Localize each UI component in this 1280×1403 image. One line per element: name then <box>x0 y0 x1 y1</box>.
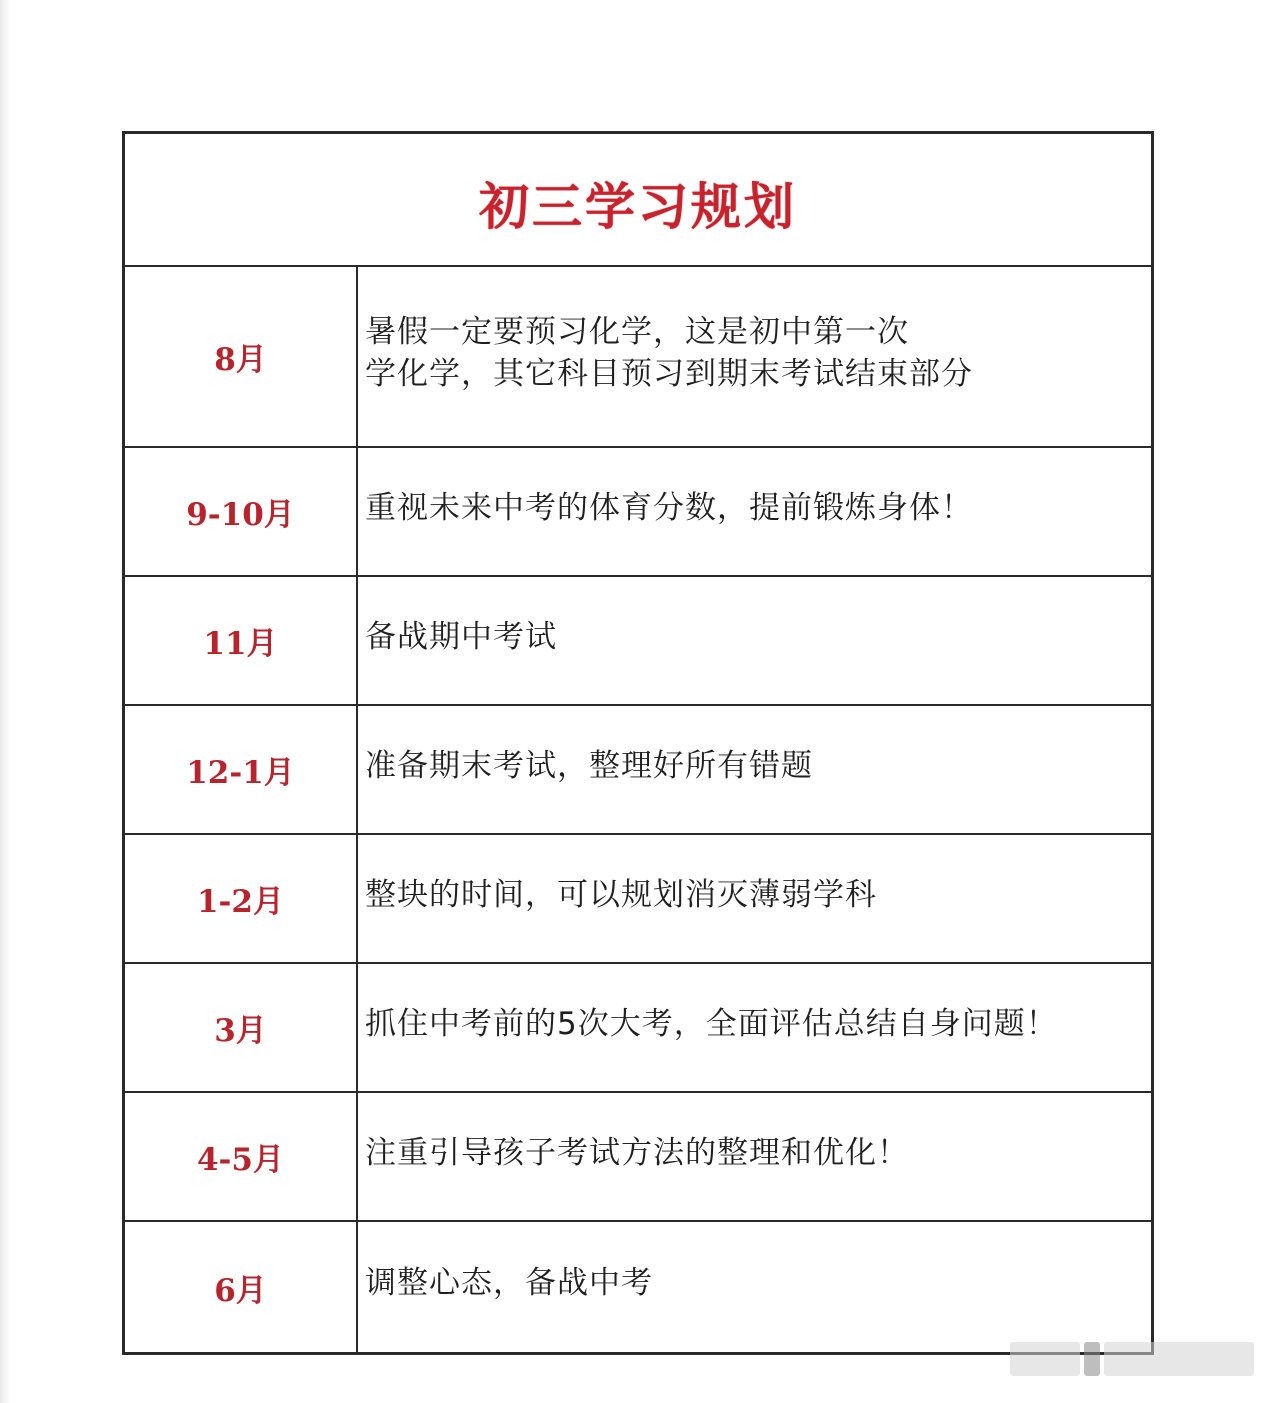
plan-cell <box>358 577 1151 704</box>
table-row <box>125 706 1151 835</box>
plan-text: 暑假一定要预习化学，这是初中第一次 学化学，其它科目预习到期末考试结束部分 <box>365 313 973 392</box>
plan-cell <box>358 964 1151 1091</box>
plan-text: 注重引导孩子考试方法的整理和优化！ <box>365 1134 909 1171</box>
plan-text: 整块的时间，可以规划消灭薄弱学科 <box>365 876 877 913</box>
table-row <box>125 1222 1151 1352</box>
month-cell: 6月 <box>125 1222 358 1352</box>
plan-cell <box>358 1093 1151 1220</box>
table-title: 初三学习规划 <box>479 176 797 236</box>
table-row <box>125 1093 1151 1222</box>
plan-text: 抓住中考前的5次大考，全面评估总结自身问题！ <box>365 1005 1058 1042</box>
plan-cell <box>358 1222 1151 1352</box>
month-cell: 11月 <box>125 577 358 704</box>
table-title-row <box>125 134 1151 267</box>
table-row <box>125 448 1151 577</box>
table-row <box>125 577 1151 706</box>
plan-text: 备战期中考试 <box>365 618 557 655</box>
plan-text: 重视未来中考的体育分数，提前锻炼身体！ <box>365 489 973 526</box>
month-cell: 9-10月 <box>125 448 358 575</box>
month-cell: 1-2月 <box>125 835 358 962</box>
plan-cell <box>358 835 1151 962</box>
table-row <box>125 267 1151 448</box>
plan-cell <box>358 706 1151 833</box>
table-row <box>125 964 1151 1093</box>
watermark-logo <box>1010 1336 1260 1382</box>
watermark-block <box>1084 1342 1100 1376</box>
month-cell: 8月 <box>125 267 358 446</box>
plan-cell <box>358 448 1151 575</box>
plan-text: 调整心态，备战中考 <box>365 1265 653 1301</box>
table-row <box>125 835 1151 964</box>
plan-cell <box>358 267 1151 446</box>
month-cell: 4-5月 <box>125 1093 358 1220</box>
month-cell: 12-1月 <box>125 706 358 833</box>
study-plan-table <box>122 131 1154 1355</box>
watermark-block <box>1010 1342 1080 1376</box>
watermark-block <box>1104 1342 1254 1376</box>
month-cell: 3月 <box>125 964 358 1091</box>
page-edge-shadow <box>0 0 10 1403</box>
plan-text: 准备期末考试，整理好所有错题 <box>365 747 813 784</box>
